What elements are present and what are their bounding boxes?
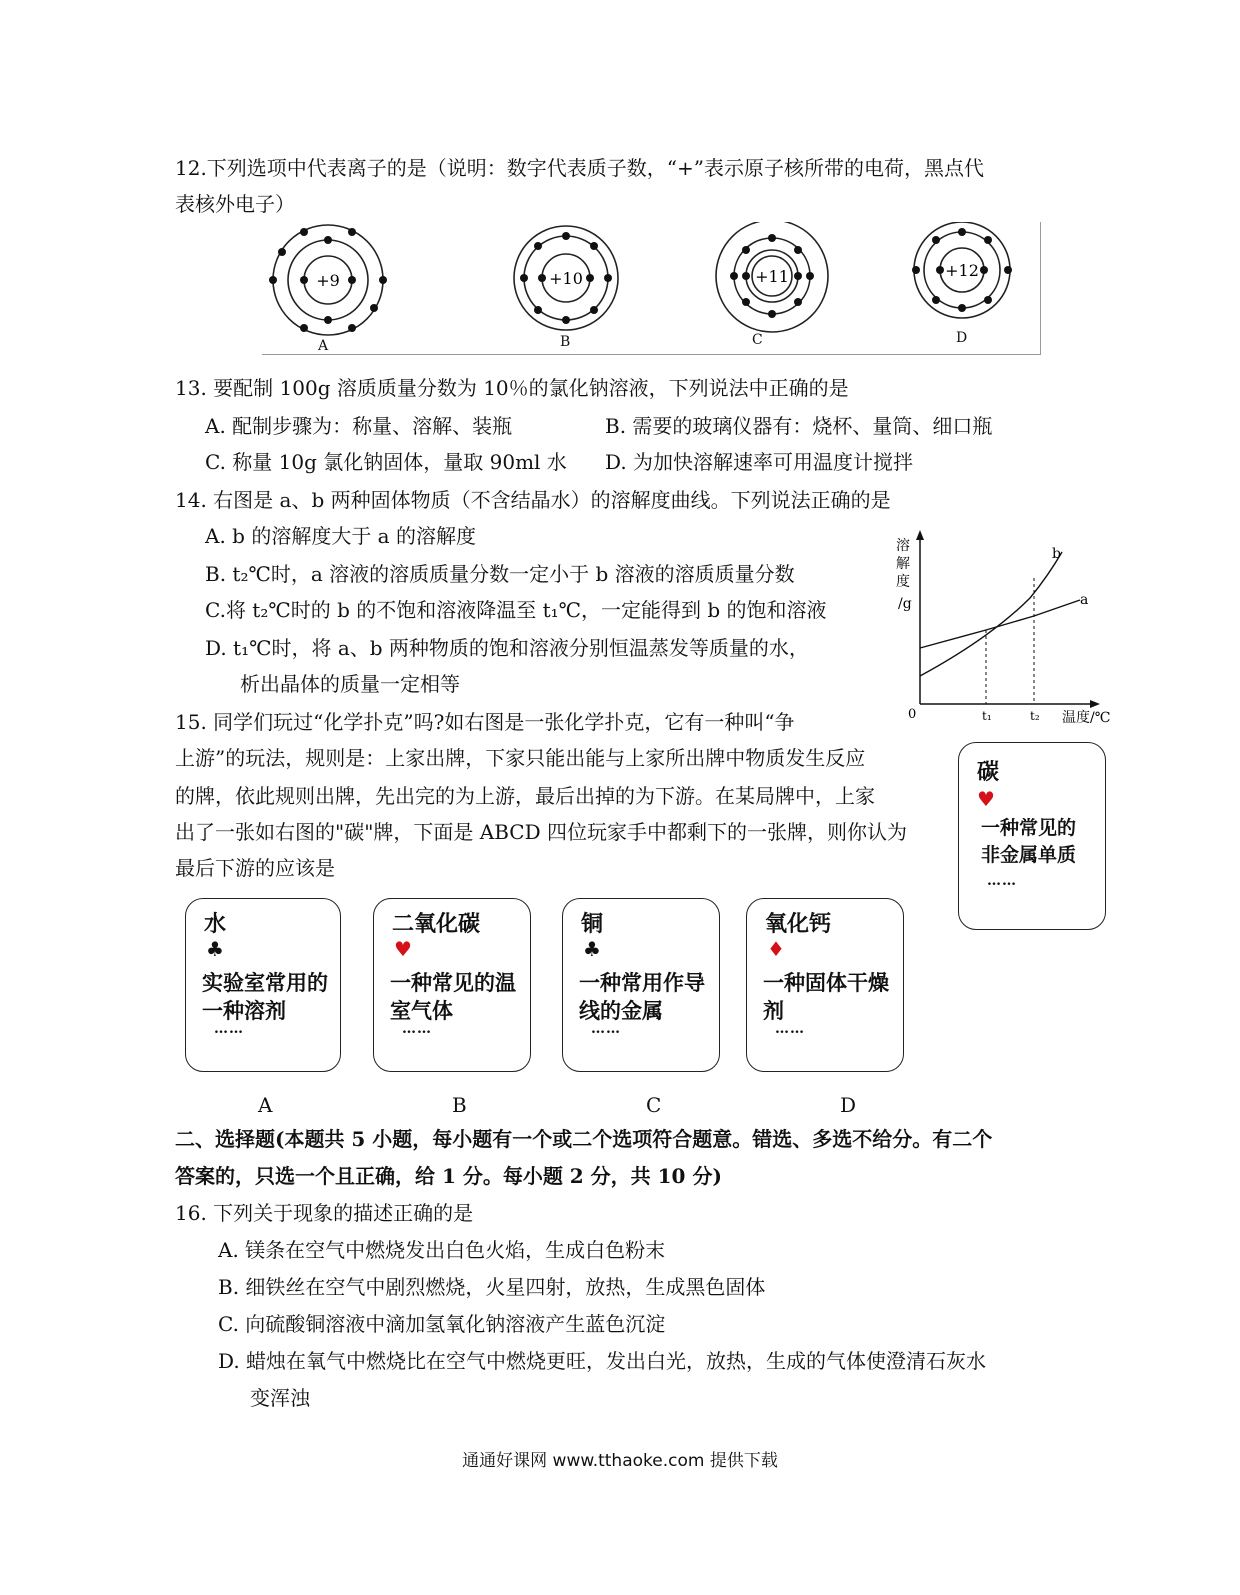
- club-icon: ♣: [583, 937, 601, 961]
- q13-option-c: C. 称量 10g 氯化钠固体，量取 90ml 水: [205, 450, 567, 474]
- section2-heading-line2: 答案的，只选一个且正确，给 1 分。每小题 2 分，共 10 分): [175, 1164, 722, 1188]
- atom-d-charge: +12: [945, 261, 979, 280]
- diamond-icon: ♦: [767, 937, 785, 961]
- q16-option-d-line2: 变浑浊: [250, 1386, 310, 1410]
- card-c-desc: 一种常用作导线的金属: [579, 970, 705, 1023]
- card-a-name: 水: [204, 911, 227, 937]
- q13-option-d: D. 为加快溶解速率可用温度计搅拌: [605, 450, 914, 474]
- card-c: [562, 898, 720, 1072]
- q15-stem-line4: 出了一张如右图的"碳"牌，下面是 ABCD 四位玩家手中都剩下的一张牌，则你认为: [175, 820, 907, 844]
- q15-stem-line1: 15. 同学们玩过“化学扑克”吗?如右图是一张化学扑克，它有一种叫“争: [175, 710, 795, 734]
- card-d-label: D: [840, 1093, 857, 1117]
- card-b-label: B: [452, 1093, 467, 1117]
- card-b-dots: ……: [402, 1021, 432, 1037]
- atom-d-label: D: [956, 330, 968, 346]
- q13-stem: 13. 要配制 100g 溶质质量分数为 10％的氯化钠溶液，下列说法中正确的是: [175, 376, 849, 400]
- q16-option-d-line1: D. 蜡烛在氧气中燃烧比在空气中燃烧更旺，发出白光，放热，生成的气体使澄清石灰水: [218, 1349, 987, 1373]
- solubility-graph: [890, 528, 1130, 728]
- q13-option-b: B. 需要的玻璃仪器有：烧杯、量筒、细口瓶: [605, 414, 993, 438]
- carbon-card-name: 碳: [977, 759, 1000, 785]
- heart-icon: ♥: [394, 937, 412, 961]
- card-c-label: C: [646, 1093, 662, 1117]
- card-b-desc: 一种常见的温室气体: [390, 970, 516, 1023]
- footer: 通通好课网 www.tthaoke.com 提供下载: [462, 1451, 778, 1471]
- heart-icon: ♥: [977, 787, 995, 811]
- q16-option-b: B. 细铁丝在空气中剧烈燃烧，火星四射，放热，生成黑色固体: [218, 1275, 766, 1299]
- atom-c-label: C: [752, 332, 763, 348]
- q13-option-a: A. 配制步骤为：称量、溶解、装瓶: [205, 414, 513, 438]
- card-d-dots: ……: [775, 1021, 805, 1037]
- q14-option-b: B. t₂℃时，a 溶液的溶质质量分数一定小于 b 溶液的溶质质量分数: [205, 562, 795, 586]
- graph-ylabel-1: 溶: [896, 538, 910, 554]
- card-c-name: 铜: [581, 911, 604, 937]
- q12-stem-line1: 12.下列选项中代表离子的是（说明：数字代表质子数，“+”表示原子核所带的电荷，黑点代: [175, 156, 985, 180]
- atom-c-charge: +11: [755, 267, 789, 286]
- q14-option-d-line1: D. t₁℃时，将 a、b 两种物质的饱和溶液分别恒温蒸发等质量的水，: [205, 636, 809, 660]
- section2-heading-line1: 二、选择题(本题共 5 小题，每小题有一个或二个选项符合题意。错选、多选不给分。有二个: [175, 1127, 993, 1151]
- q12-stem-line2: 表核外电子）: [175, 192, 295, 216]
- atom-b-charge: +10: [549, 269, 583, 288]
- atom-diagrams: [262, 222, 1040, 354]
- carbon-card: [958, 742, 1106, 930]
- atom-diagram-panel: [262, 222, 1041, 355]
- atom-a-label: A: [318, 338, 329, 354]
- card-a-desc: 实验室常用的一种溶剂: [202, 970, 328, 1023]
- graph-origin: 0: [908, 707, 917, 722]
- card-a-label: A: [258, 1093, 273, 1117]
- q15-stem-line2: 上游”的玩法，规则是：上家出牌，下家只能出能与上家所出牌中物质发生反应: [175, 746, 866, 770]
- graph-ylabel-4: /g: [898, 596, 912, 612]
- q14-option-d-line2: 析出晶体的质量一定相等: [240, 672, 460, 696]
- graph-xlabel: 温度/℃: [1062, 710, 1111, 726]
- card-d-desc: 一种固体干燥剂: [763, 970, 889, 1023]
- q14-option-c: C.将 t₂℃时的 b 的不饱和溶液降温至 t₁℃，一定能得到 b 的饱和溶液: [205, 598, 827, 622]
- card-a: [185, 898, 341, 1072]
- atom-d-diagram: [912, 222, 1012, 318]
- club-icon: ♣: [206, 937, 224, 961]
- card-d-name: 氧化钙: [765, 911, 832, 937]
- graph-curve-a-label: a: [1080, 592, 1089, 608]
- graph-curve-b-label: b: [1052, 546, 1061, 562]
- card-b-name: 二氧化碳: [392, 911, 481, 937]
- q15-stem-line5: 最后下游的应该是: [175, 856, 335, 880]
- q15-stem-line3: 的牌，依此规则出牌，先出完的为上游，最后出掉的为下游。在某局牌中，上家: [175, 784, 875, 808]
- q16-option-c: C. 向硫酸铜溶液中滴加氢氧化钠溶液产生蓝色沉淀: [218, 1312, 666, 1336]
- carbon-card-desc: 一种常见的非金属单质: [981, 817, 1077, 866]
- graph-t1: t₁: [982, 709, 992, 723]
- q14-option-a: A. b 的溶解度大于 a 的溶解度: [205, 524, 476, 548]
- atom-b-diagram: [514, 226, 618, 330]
- graph-t2: t₂: [1030, 709, 1040, 723]
- card-c-dots: ……: [591, 1021, 621, 1037]
- q16-stem: 16. 下列关于现象的描述正确的是: [175, 1201, 474, 1225]
- q14-stem: 14. 右图是 a、b 两种固体物质（不含结晶水）的溶解度曲线。下列说法正确的是: [175, 488, 891, 512]
- q16-option-a: A. 镁条在空气中燃烧发出白色火焰，生成白色粉末: [218, 1238, 666, 1262]
- card-a-dots: ……: [214, 1021, 244, 1037]
- atom-b-label: B: [560, 334, 571, 350]
- atom-a-charge: +9: [316, 271, 340, 290]
- card-b: [373, 898, 531, 1072]
- card-d: [746, 898, 904, 1072]
- carbon-card-dots: ……: [987, 873, 1017, 889]
- graph-ylabel-2: 解: [896, 556, 910, 572]
- atom-a-diagram: [269, 225, 387, 335]
- graph-ylabel-3: 度: [896, 574, 910, 590]
- atom-c-diagram: [716, 222, 828, 332]
